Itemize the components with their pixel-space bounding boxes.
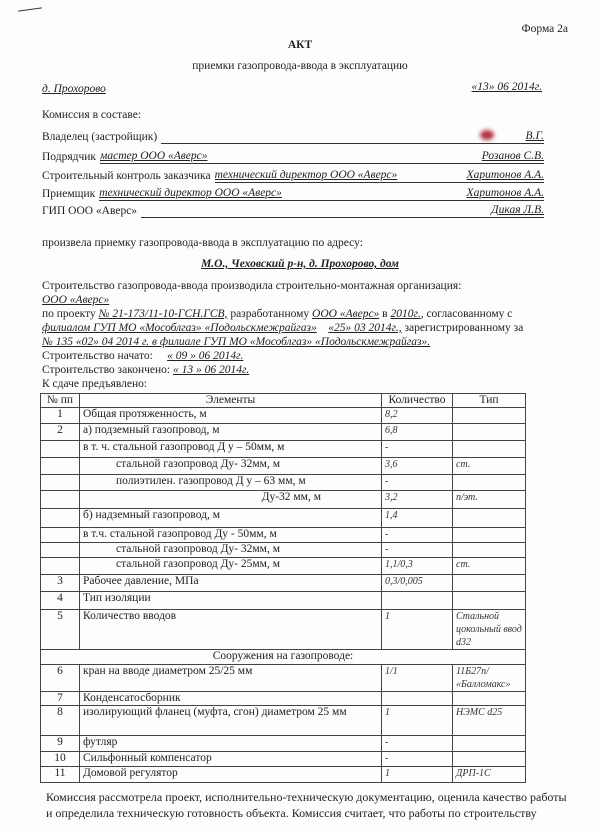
element-name: полиэтилен. газопровод Д у – 63 мм, м	[80, 475, 382, 491]
address: М.О., Чеховский р-н, д. Прохорово, дом	[201, 258, 399, 270]
member-role: Приемщик	[42, 188, 96, 200]
type	[453, 509, 526, 528]
element-name: б) надземный газопровод, м	[80, 509, 382, 528]
element-name: Домовой регулятор	[80, 767, 382, 783]
section-row	[41, 650, 526, 665]
text: , согласованному с	[420, 308, 513, 320]
type: ст.	[453, 458, 526, 475]
type	[453, 528, 526, 543]
quantity: 1,4	[382, 509, 453, 528]
quantity: -	[382, 543, 453, 558]
quantity	[382, 592, 453, 610]
row-number: 10	[41, 752, 80, 767]
row-number	[41, 528, 80, 543]
element-name: стальной газопровод Ду- 32мм, м	[80, 458, 382, 475]
element-name: Конденсатосборник	[80, 692, 382, 706]
section-title: Сооружения на газопроводе:	[41, 650, 526, 665]
row-number: 7	[41, 692, 80, 706]
member-position	[141, 217, 485, 218]
finished-label: Строительство закончено:	[42, 364, 171, 376]
row-number: 1	[41, 408, 80, 424]
element-name: а) подземный газопровод, м	[80, 424, 382, 441]
table-row	[41, 509, 526, 528]
table-row	[41, 558, 526, 575]
member-position: технический директор ООО «Аверс»	[215, 168, 461, 183]
table-row	[41, 706, 526, 736]
elements-table	[40, 393, 526, 783]
type: НЭМС d25	[453, 706, 526, 736]
finished-row	[42, 363, 249, 377]
element-name: Общая протяженность, м	[80, 408, 382, 424]
quantity: -	[382, 441, 453, 458]
table-row	[41, 610, 526, 650]
quantity: -	[382, 752, 453, 767]
quantity: 1,1/0,3	[382, 558, 453, 575]
element-name: Ду-32 мм, м	[80, 491, 382, 509]
row-number	[41, 458, 80, 475]
text: разработанному	[230, 308, 310, 320]
table-row	[41, 408, 526, 424]
element-name: изолирующий фланец (муфта, сгон) диаметром 25 мм	[80, 706, 382, 736]
agreed-date: «25» 03 2014г.,	[328, 322, 402, 334]
type	[453, 424, 526, 441]
table-row	[41, 491, 526, 509]
quantity: 0,3/0,005	[382, 575, 453, 592]
table-row	[41, 575, 526, 592]
text: зарегистрированному за	[404, 322, 524, 334]
project-number: № 21-173/11-10-ГСН.ГСВ,	[98, 308, 228, 320]
member-name: Харитонов А.А.	[461, 186, 544, 201]
quantity	[382, 692, 453, 706]
table-row	[41, 692, 526, 706]
quantity: -	[382, 736, 453, 752]
member-name: Розанов С.В.	[476, 149, 544, 164]
row-number	[41, 491, 80, 509]
text: по проекту	[42, 308, 96, 320]
type	[453, 543, 526, 558]
type	[453, 475, 526, 491]
quantity: 1/1	[382, 665, 453, 692]
form-label: Форма 2а	[521, 23, 568, 35]
member-construction-control	[42, 168, 544, 183]
quantity: 1	[382, 767, 453, 783]
element-name: стальной газопровод Ду- 32мм, м	[80, 543, 382, 558]
row-number	[41, 558, 80, 575]
doc-subtitle: приемки газопровода-ввода в эксплуатацию	[192, 60, 408, 72]
type: ст.	[453, 558, 526, 575]
member-position: мастер ООО «Аверс»	[100, 149, 476, 164]
accepted-text: произвела приемку газопровода-ввода в эксплуатацию по адресу:	[42, 237, 363, 249]
type: п/эт.	[453, 491, 526, 509]
type	[453, 692, 526, 706]
table-row	[41, 528, 526, 543]
commission-heading: Комиссия в составе:	[42, 109, 142, 121]
member-chief-engineer	[42, 203, 544, 218]
table-row	[41, 592, 526, 610]
quantity: 6,8	[382, 424, 453, 441]
table-row	[41, 441, 526, 458]
row-number	[41, 475, 80, 491]
started-date: « 09 » 06 2014г.	[167, 350, 244, 362]
row-number: 5	[41, 610, 80, 650]
quantity: 1	[382, 610, 453, 650]
finished-date: « 13 » 06 2014г.	[172, 364, 250, 376]
type: Стальной цокольный ввод d32	[453, 610, 526, 650]
member-name: Дикая Л.В.	[485, 203, 544, 218]
conclusion-line-2: и определила техническую готовность объекта. Комиссия считает, что работы по строительству	[46, 806, 537, 820]
member-name: Харитонов А.А.	[461, 168, 544, 183]
element-name: в т.ч. стальной газопровод Ду - 50мм, м	[80, 528, 382, 543]
member-contractor	[42, 149, 544, 164]
project-year: 2010г.	[390, 308, 421, 320]
row-number: 11	[41, 767, 80, 783]
agreed-with: филиалом ГУП МО «Мособлгаз» «Подольскмежрайгаз»	[42, 322, 317, 334]
agreement-line	[42, 321, 523, 335]
element-name: Рабочее давление, МПа	[80, 575, 382, 592]
row-number	[41, 509, 80, 528]
project-line	[42, 307, 512, 321]
element-name: футляр	[80, 736, 382, 752]
type	[453, 592, 526, 610]
registration: № 135 «02» 04 2014 г. в филиале ГУП МО «Мособлгаз» «Подольскмежрайгаз».	[42, 336, 431, 348]
type: 11Б27п/ «Балломакс»	[453, 665, 526, 692]
table-row	[41, 543, 526, 558]
member-owner	[42, 129, 544, 144]
quantity: 3,6	[382, 458, 453, 475]
row-number	[41, 441, 80, 458]
construction-text: Строительство газопровода-ввода производила строительно-монтажная организация:	[42, 280, 462, 292]
quantity: 8,2	[382, 408, 453, 424]
row-number: 2	[41, 424, 80, 441]
quantity: 1	[382, 706, 453, 736]
row-number: 4	[41, 592, 80, 610]
redaction-blot	[480, 130, 494, 140]
element-name: Сильфонный компенсатор	[80, 752, 382, 767]
element-name: кран на вводе диаметром 25/25 мм	[80, 665, 382, 692]
type	[453, 441, 526, 458]
conclusion-line-1: Комиссия рассмотрела проект, исполнительно-техническую документацию, оценила качество работы	[46, 790, 567, 804]
element-name: Количество вводов	[80, 610, 382, 650]
quantity: -	[382, 528, 453, 543]
type	[453, 736, 526, 752]
header-type: Тип	[453, 394, 526, 408]
presented-label: К сдаче предъявлено:	[42, 378, 148, 390]
organization: ООО «Аверс»	[42, 294, 110, 306]
member-position: технический директор ООО «Аверс»	[99, 186, 460, 201]
started-row	[42, 349, 243, 363]
member-position	[161, 143, 519, 144]
table-row	[41, 736, 526, 752]
type	[453, 408, 526, 424]
table-row	[41, 767, 526, 783]
header-elements: Элементы	[80, 394, 382, 408]
table-row	[41, 458, 526, 475]
element-name: в т. ч. стальной газопровод Д у – 50мм, м	[80, 441, 382, 458]
member-acceptor	[42, 186, 544, 201]
started-label: Строительство начато:	[42, 350, 153, 362]
table-header	[41, 394, 526, 408]
member-role: ГИП ООО «Аверс»	[42, 205, 138, 217]
row-number: 9	[41, 736, 80, 752]
element-name: Тип изоляции	[80, 592, 382, 610]
quantity: -	[382, 475, 453, 491]
row-number: 6	[41, 665, 80, 692]
type	[453, 752, 526, 767]
act-date: «13» 06 2014г.	[471, 81, 542, 93]
element-name: стальной газопровод Ду- 25мм, м	[80, 558, 382, 575]
member-name-wrap	[520, 129, 544, 144]
header-number: № пп	[41, 394, 80, 408]
type	[453, 575, 526, 592]
row-number	[41, 543, 80, 558]
member-name: В.Г.	[525, 130, 544, 142]
quantity: 3,2	[382, 491, 453, 509]
row-number: 3	[41, 575, 80, 592]
table-row	[41, 424, 526, 441]
pen-mark	[18, 7, 42, 11]
member-role: Подрядчик	[42, 151, 96, 163]
table-row	[41, 752, 526, 767]
row-number: 8	[41, 706, 80, 736]
type: ДРП-1С	[453, 767, 526, 783]
doc-title: АКТ	[287, 39, 313, 51]
text: в	[382, 308, 388, 320]
table-row	[41, 665, 526, 692]
table-row	[41, 475, 526, 491]
place: д. Прохорово	[42, 83, 106, 95]
developer: ООО «Аверс»	[312, 308, 380, 320]
member-role: Владелец (застройщик)	[42, 131, 158, 143]
member-role: Строительный контроль заказчика	[42, 170, 211, 182]
header-quantity: Количество	[382, 394, 453, 408]
